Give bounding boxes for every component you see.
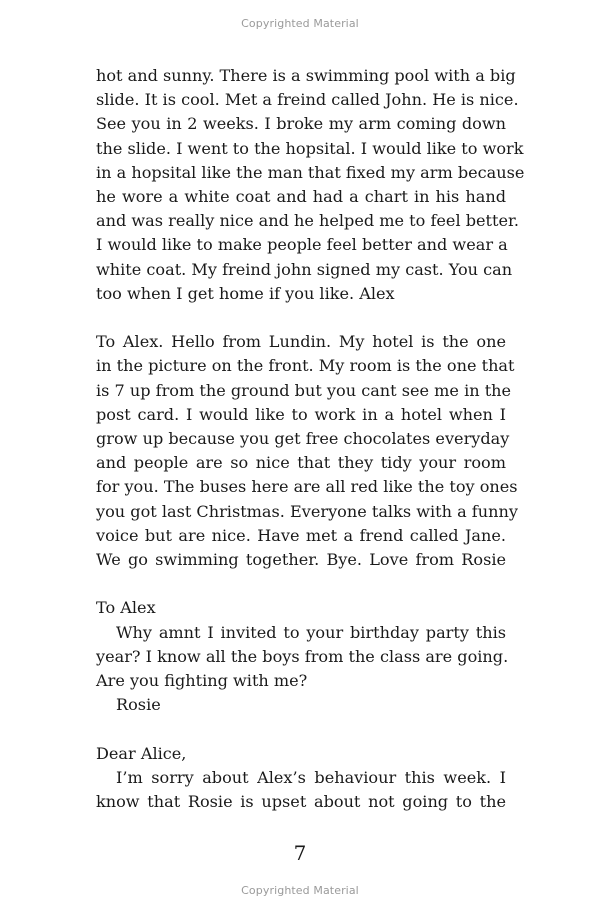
text-line: in a hopsital like the man that fixed my arm because	[96, 162, 525, 182]
text-line: and people are so nice that they tidy your room	[96, 453, 506, 473]
text-line: To Alex. Hello from Lundin. My hotel is the one	[96, 332, 506, 352]
text-line: Are you fighting with me?	[96, 671, 308, 691]
text-line: voice but are nice. Have met a frend called Jane.	[96, 525, 506, 545]
text-line: post card. I would like to work in a hotel when I	[96, 404, 506, 424]
text-line: in the picture on the front. My room is the one that	[96, 356, 515, 376]
text-line: hot and sunny. There is a swimming pool with a big	[96, 66, 516, 85]
letter-dear-alice	[96, 742, 506, 815]
letter-alex-postcard	[96, 64, 525, 306]
text-line: Why amnt I invited to your birthday party this	[116, 622, 506, 642]
text-line: you got last Christmas. Everyone talks with a funny	[96, 501, 518, 521]
text-line: know that Rosie is upset about not going to the	[96, 792, 506, 812]
text-line: slide. It is cool. Met a freind called John. He is nice.	[96, 90, 519, 110]
letter-salutation: Dear Alice,	[96, 743, 187, 763]
copyright-watermark-bottom: Copyrighted Material	[241, 884, 359, 897]
text-line: I’m sorry about Alex’s behaviour this week. I	[116, 767, 506, 787]
paragraph-gap	[96, 306, 506, 330]
text-line: he wore a white coat and had a chart in his hand	[96, 187, 506, 207]
text-line: We go swimming together. Bye. Love from Rosie	[96, 550, 506, 570]
letter-salutation: To Alex	[96, 598, 156, 618]
text-line: the slide. I went to the hopsital. I would like to work	[96, 138, 524, 158]
paragraph-gap	[96, 572, 506, 596]
letter-signature: Rosie	[116, 695, 161, 715]
letter-rosie-postcard	[96, 330, 518, 572]
text-line: is 7 up from the ground but you cant see me in the	[96, 380, 512, 400]
text-line: too when I get home if you like. Alex	[96, 283, 395, 303]
paragraph-gap	[96, 717, 506, 741]
text-line: for you. The buses here are all red like the toy ones	[96, 477, 518, 497]
text-line: See you in 2 weeks. I broke my arm coming down	[96, 114, 506, 134]
text-line: year? I know all the boys from the class are going.	[96, 646, 509, 666]
text-line: grow up because you get free chocolates everyday	[96, 429, 510, 449]
page-body	[96, 64, 525, 814]
text-line: white coat. My freind john signed my cast. You can	[96, 259, 513, 279]
copyright-watermark-top: Copyrighted Material	[241, 17, 359, 30]
text-line: and was really nice and he helped me to feel better.	[96, 211, 520, 231]
page-number: 7	[293, 841, 307, 865]
text-line: I would like to make people feel better and wear a	[96, 235, 508, 255]
letter-rosie-note	[96, 596, 509, 717]
